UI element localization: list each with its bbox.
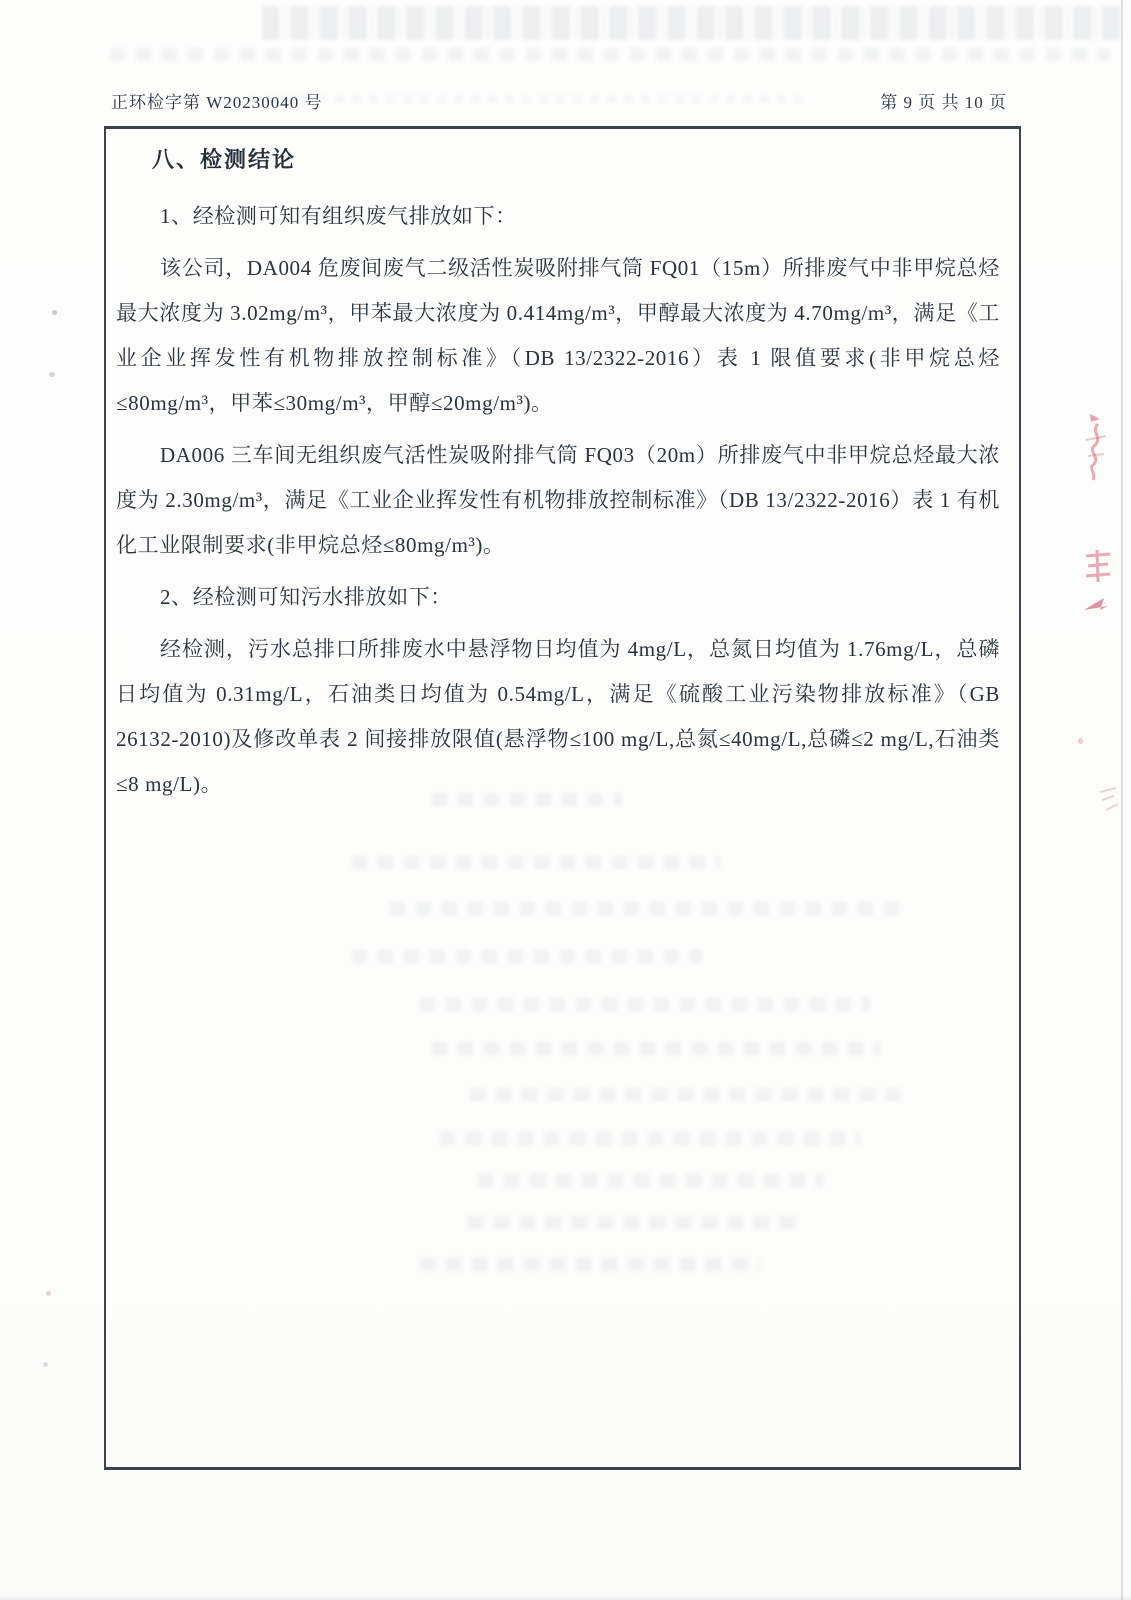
paragraph-water-intro: 2、经检测可知污水排放如下： (160, 585, 452, 609)
scan-edge (0, 1595, 1131, 1600)
paragraph-gas-da004: 该公司，DA004 危废间废气二级活性炭吸附排气筒 FQ01（15m）所排废气中非甲烷总烃最大浓度为 3.02mg/m³，甲苯最大浓度为 0.414mg/m³，甲醇最大浓度为 4.70mg/m³，满足《工业企业挥发性有机物排放控制标准》（DB 13/2322-2016）表 1 限值要求(非甲烷总烃≤80mg/m³，甲苯≤30mg/m³，甲醇≤20mg/m³)。 (116, 256, 1000, 415)
paragraph-gas-da006: DA006 三车间无组织废气活性炭吸附排气筒 FQ03（20m）所排废气中非甲烷总烃最大浓度为 2.30mg/m³，满足《工业企业挥发性有机物排放控制标准》（DB 13/2322-2016）表 1 有机化工业限制要求(非甲烷总烃≤80mg/m³)。 (116, 443, 1000, 557)
paragraph-water-results: 经检测，污水总排口所排废水中悬浮物日均值为 4mg/L，总氮日均值为 1.76mg/L，总磷日均值为 0.31mg/L，石油类日均值为 0.54mg/L，满足《硫酸工业污染物排放标准》（GB 26132-2010)及修改单表 2 间接排放限值(悬浮物≤100 mg/L,总氮≤40mg/L,总磷≤2 mg/L,石油类≤8 mg/L)。 (116, 637, 1000, 796)
scan-edge (1121, 0, 1123, 1600)
page-indicator: 第 9 页 共 10 页 (880, 93, 1007, 112)
section-title: 八、检测结论 (152, 147, 297, 172)
bleedthrough-artifact (262, 6, 1120, 40)
seal-fragment (1082, 548, 1116, 630)
paragraph-gas-intro: 1、经检测可知有组织废气排放如下： (160, 204, 517, 228)
scan-speck (52, 310, 57, 315)
scan-speck (46, 1291, 51, 1296)
bleedthrough-artifact (250, 95, 810, 103)
content-border-box (104, 126, 1021, 1470)
seal-fragment (1080, 410, 1114, 488)
bleedthrough-artifact (110, 48, 1110, 61)
report-number: 正环检字第 W20230040 号 (111, 93, 323, 112)
seal-fragment (1078, 738, 1083, 744)
scan-speck (43, 1362, 48, 1367)
seal-fragment (1096, 786, 1122, 816)
scan-speck (49, 372, 55, 377)
